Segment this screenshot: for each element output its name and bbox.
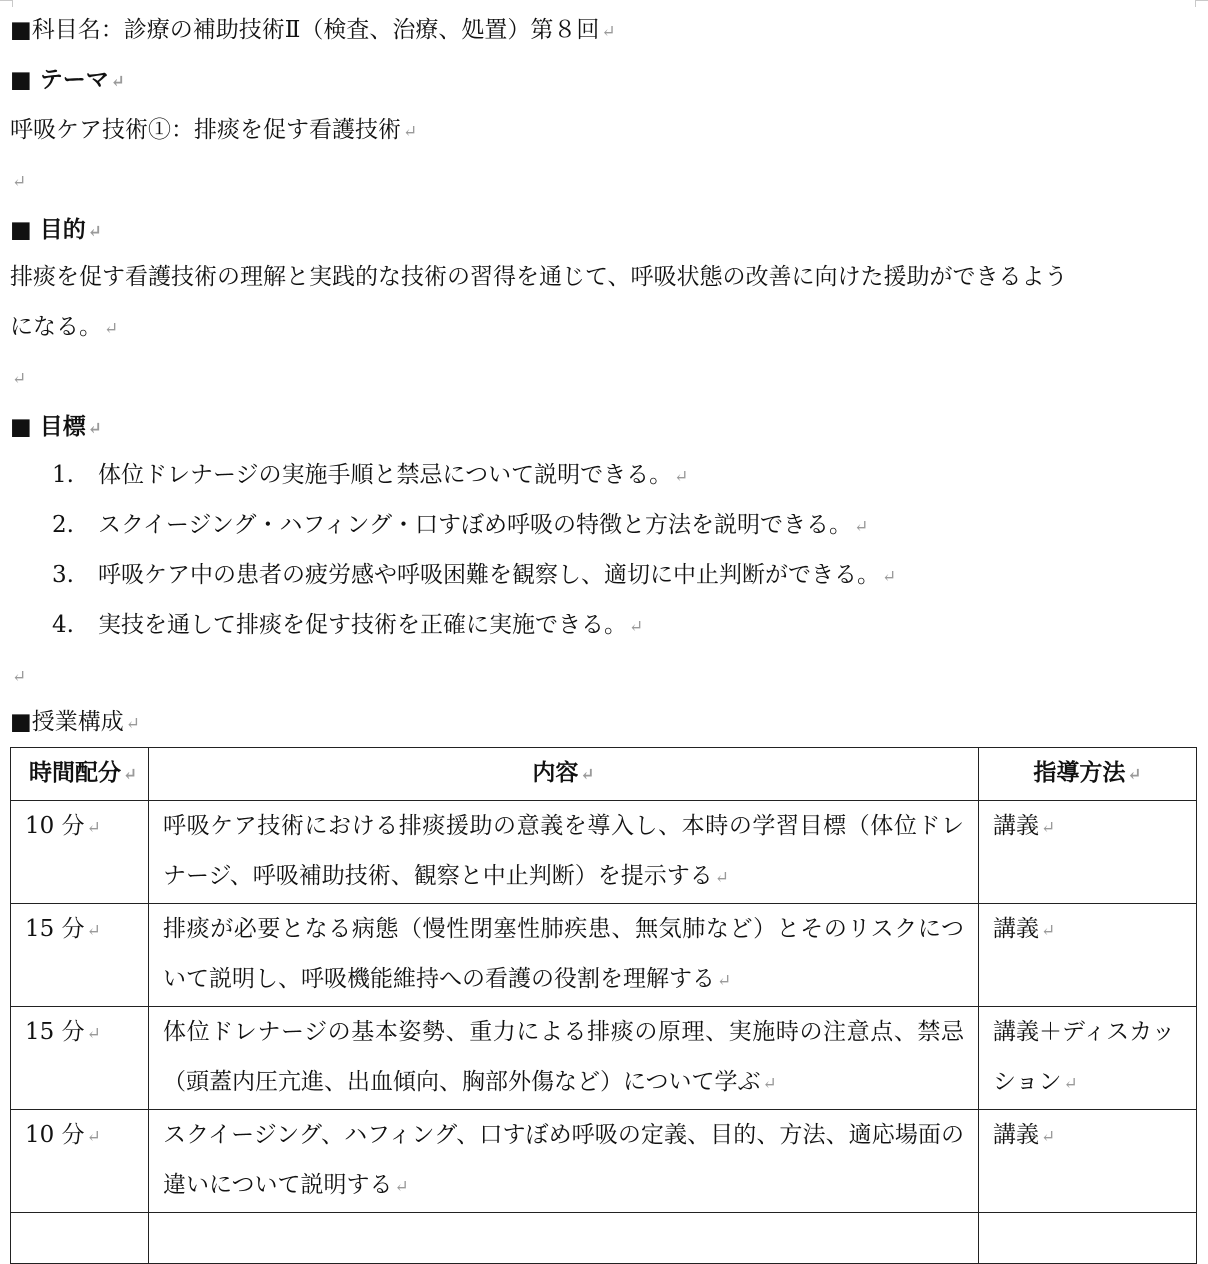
list-item-number: 1. [52, 462, 74, 488]
purpose-text-1: 排痰を促す看護技術の理解と実践的な技術の習得を通じて、呼吸状態の改善に向けた援助ができるよう [10, 264, 1068, 290]
paragraph-mark: ↵ [12, 667, 27, 687]
purpose-text-line-1 [10, 262, 1068, 292]
list-item-text: 体位ドレナージの実施手順と禁忌について説明できる。 [98, 462, 673, 488]
list-item [52, 460, 688, 490]
subject-text: ■科目名：診療の補助技術Ⅱ（検査、治療、処置）第８回 [10, 17, 600, 43]
theme-heading [10, 65, 125, 95]
table-row [11, 801, 1197, 904]
paragraph-mark: ↵ [110, 72, 125, 92]
cell-content: 排痰が必要となる病態（慢性閉塞性肺疾患、無気肺など）とそのリスクについて説明し、呼吸機能維持への看護の役割を理解する ↵ [149, 904, 979, 1007]
cell-time: 10 分 ↵ [11, 1110, 149, 1213]
table-row [11, 1213, 1197, 1264]
list-item-number: 2. [52, 512, 74, 538]
theme-text-line [10, 115, 417, 145]
subject-line [10, 15, 616, 45]
lesson-structure-heading [10, 707, 140, 737]
page-corner-mark-left [0, 0, 13, 7]
cell-method: 講義 ↵ [979, 1110, 1197, 1213]
list-item-number: 4. [52, 612, 74, 638]
cell-method: 講義＋ディスカッション ↵ [979, 1007, 1197, 1110]
paragraph-mark: ↵ [882, 567, 897, 587]
table-row [11, 1007, 1197, 1110]
cell-method: 講義 ↵ [979, 904, 1197, 1007]
list-item-text: 実技を通して排痰を促す技術を正確に実施できる。 [98, 612, 627, 638]
purpose-text-2: になる。 [10, 314, 102, 340]
paragraph-mark: ↵ [87, 222, 102, 242]
cell-content: 呼吸ケア技術における排痰援助の意義を導入し、本時の学習目標（体位ドレナージ、呼吸補助技術、観察と中止判断）を提示する ↵ [149, 801, 979, 904]
empty-paragraph [10, 362, 26, 392]
paragraph-mark: ↵ [854, 517, 869, 537]
table-row [11, 904, 1197, 1007]
goals-heading-text: ■ 目標 [10, 413, 86, 440]
empty-paragraph [10, 660, 26, 690]
paragraph-mark: ↵ [12, 172, 27, 192]
cell-time: 10 分 ↵ [11, 801, 149, 904]
lesson-structure-table [10, 747, 1197, 1264]
theme-heading-text: ■ テーマ [10, 66, 109, 93]
cell-method: 講義 ↵ [979, 801, 1197, 904]
column-header-content: 内容 ↵ [149, 748, 979, 801]
paragraph-mark: ↵ [104, 319, 119, 339]
paragraph-mark: ↵ [629, 617, 644, 637]
paragraph-mark: ↵ [674, 467, 689, 487]
cell-time: 15 分 ↵ [11, 904, 149, 1007]
list-item [52, 560, 896, 590]
paragraph-mark: ↵ [125, 714, 140, 734]
cell-content [149, 1213, 979, 1264]
empty-paragraph [10, 165, 26, 195]
purpose-heading-text: ■ 目的 [10, 216, 86, 243]
list-item [52, 510, 868, 540]
lesson-structure-heading-text: ■授業構成 [10, 709, 124, 735]
list-item-text: スクイージング・ハフィング・口すぼめ呼吸の特徴と方法を説明できる。 [98, 512, 853, 538]
paragraph-mark: ↵ [601, 22, 616, 42]
purpose-text-line-2 [10, 312, 118, 342]
paragraph-mark: ↵ [87, 419, 102, 439]
cell-time [11, 1213, 149, 1264]
table-header-row [11, 748, 1197, 801]
list-item [52, 610, 643, 640]
paragraph-mark: ↵ [12, 369, 27, 389]
paragraph-mark: ↵ [403, 122, 418, 142]
list-item-number: 3. [52, 562, 74, 588]
page-corner-mark-right [1195, 0, 1208, 7]
goals-heading [10, 412, 102, 442]
cell-time: 15 分 ↵ [11, 1007, 149, 1110]
table-row [11, 1110, 1197, 1213]
cell-content: スクイージング、ハフィング、口すぼめ呼吸の定義、目的、方法、適応場面の違いについて説明する ↵ [149, 1110, 979, 1213]
cell-content: 体位ドレナージの基本姿勢、重力による排痰の原理、実施時の注意点、禁忌（頭蓋内圧亢進、出血傾向、胸部外傷など）について学ぶ ↵ [149, 1007, 979, 1110]
theme-text: 呼吸ケア技術①：排痰を促す看護技術 [10, 117, 401, 143]
column-header-time: 時間配分 ↵ [11, 748, 149, 801]
list-item-text: 呼吸ケア中の患者の疲労感や呼吸困難を観察し、適切に中止判断ができる。 [98, 562, 880, 588]
cell-method [979, 1213, 1197, 1264]
column-header-method: 指導方法 ↵ [979, 748, 1197, 801]
purpose-heading [10, 215, 102, 245]
